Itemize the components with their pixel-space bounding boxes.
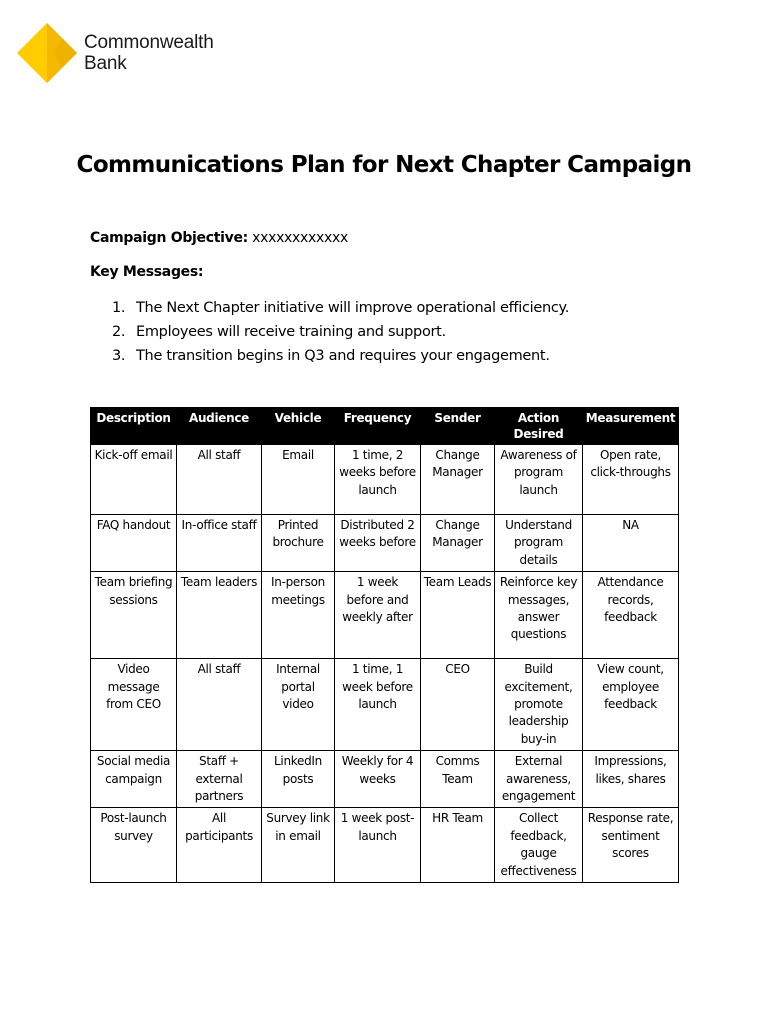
key-message-text: The Next Chapter initiative will improve operational efficiency. bbox=[136, 300, 570, 316]
page-title: Communications Plan for Next Chapter Campaign bbox=[76, 152, 692, 178]
table-cell: 1 time, 1 week before launch bbox=[335, 659, 421, 751]
column-header: Vehicle bbox=[262, 408, 335, 445]
logo-name-line1: Commonwealth bbox=[84, 32, 214, 53]
table-cell: 1 week post-launch bbox=[335, 808, 421, 883]
column-header: Frequency bbox=[335, 408, 421, 445]
table-cell: HR Team bbox=[421, 808, 495, 883]
table-cell: 1 week before and weekly after bbox=[335, 572, 421, 659]
table-cell: FAQ handout bbox=[91, 515, 177, 572]
logo-name-line2: Bank bbox=[84, 53, 127, 74]
table-cell: Email bbox=[262, 445, 335, 515]
table-row bbox=[91, 808, 679, 883]
column-header: Sender bbox=[421, 408, 495, 445]
column-header: Description bbox=[91, 408, 177, 445]
table-cell: Build excitement, promote leadership buy-in bbox=[495, 659, 583, 751]
table-row bbox=[91, 445, 679, 515]
table-cell: External awareness, engagement bbox=[495, 751, 583, 808]
table-cell: 1 time, 2 weeks before launch bbox=[335, 445, 421, 515]
key-message-item bbox=[90, 344, 569, 368]
table-cell: Reinforce key messages, answer questions bbox=[495, 572, 583, 659]
table-cell: All participants bbox=[177, 808, 262, 883]
table-cell: Collect feedback, gauge effectiveness bbox=[495, 808, 583, 883]
table-cell: Change Manager bbox=[421, 515, 495, 572]
key-message-item bbox=[90, 320, 569, 344]
table-cell: Open rate, click-throughs bbox=[583, 445, 679, 515]
column-header: Audience bbox=[177, 408, 262, 445]
table-cell: Change Manager bbox=[421, 445, 495, 515]
column-header: Action Desired bbox=[495, 408, 583, 445]
table-cell: Team leaders bbox=[177, 572, 262, 659]
table-cell: LinkedIn posts bbox=[262, 751, 335, 808]
key-messages-list bbox=[90, 296, 569, 368]
table-header-row bbox=[91, 408, 679, 445]
table-row bbox=[91, 572, 679, 659]
table-cell: Distributed 2 weeks before bbox=[335, 515, 421, 572]
table-row bbox=[91, 659, 679, 751]
table-cell: Weekly for 4 weeks bbox=[335, 751, 421, 808]
table-cell: Post-launch survey bbox=[91, 808, 177, 883]
table-cell: Staff + external partners bbox=[177, 751, 262, 808]
table-cell: View count, employee feedback bbox=[583, 659, 679, 751]
objective-value: xxxxxxxxxxxx bbox=[247, 230, 348, 246]
table-row bbox=[91, 515, 679, 572]
key-message-number: 1. bbox=[112, 300, 126, 316]
column-header: Measurement bbox=[583, 408, 679, 445]
table-cell: In-office staff bbox=[177, 515, 262, 572]
table-cell: All staff bbox=[177, 445, 262, 515]
table-cell: All staff bbox=[177, 659, 262, 751]
table-cell: Understand program details bbox=[495, 515, 583, 572]
table-cell: Social media campaign bbox=[91, 751, 177, 808]
key-message-number: 2. bbox=[112, 324, 126, 340]
key-messages-label: Key Messages: bbox=[90, 264, 204, 280]
table-row bbox=[91, 751, 679, 808]
table-cell: Survey link in email bbox=[262, 808, 335, 883]
table-cell: CEO bbox=[421, 659, 495, 751]
objective-label: Campaign Objective: bbox=[90, 230, 248, 246]
table-cell: In-person meetings bbox=[262, 572, 335, 659]
communications-table bbox=[90, 407, 679, 883]
key-message-number: 3. bbox=[112, 348, 126, 364]
table-cell: Impressions, likes, shares bbox=[583, 751, 679, 808]
cba-logo bbox=[16, 22, 214, 84]
table-cell: Kick-off email bbox=[91, 445, 177, 515]
key-message-item bbox=[90, 296, 569, 320]
table-cell: Internal portal video bbox=[262, 659, 335, 751]
logo-wordmark bbox=[84, 32, 214, 74]
table-cell: Printed brochure bbox=[262, 515, 335, 572]
table-cell: Response rate, sentiment scores bbox=[583, 808, 679, 883]
table-cell: Team briefing sessions bbox=[91, 572, 177, 659]
table-cell: Video message from CEO bbox=[91, 659, 177, 751]
key-message-text: Employees will receive training and support. bbox=[136, 324, 446, 340]
table-cell: NA bbox=[583, 515, 679, 572]
table-cell: Attendance records, feedback bbox=[583, 572, 679, 659]
campaign-objective bbox=[90, 230, 348, 246]
key-message-text: The transition begins in Q3 and requires your engagement. bbox=[136, 348, 550, 364]
table-cell: Team Leads bbox=[421, 572, 495, 659]
cba-diamond-icon bbox=[16, 22, 78, 84]
table-cell: Awareness of program launch bbox=[495, 445, 583, 515]
table-cell: Comms Team bbox=[421, 751, 495, 808]
